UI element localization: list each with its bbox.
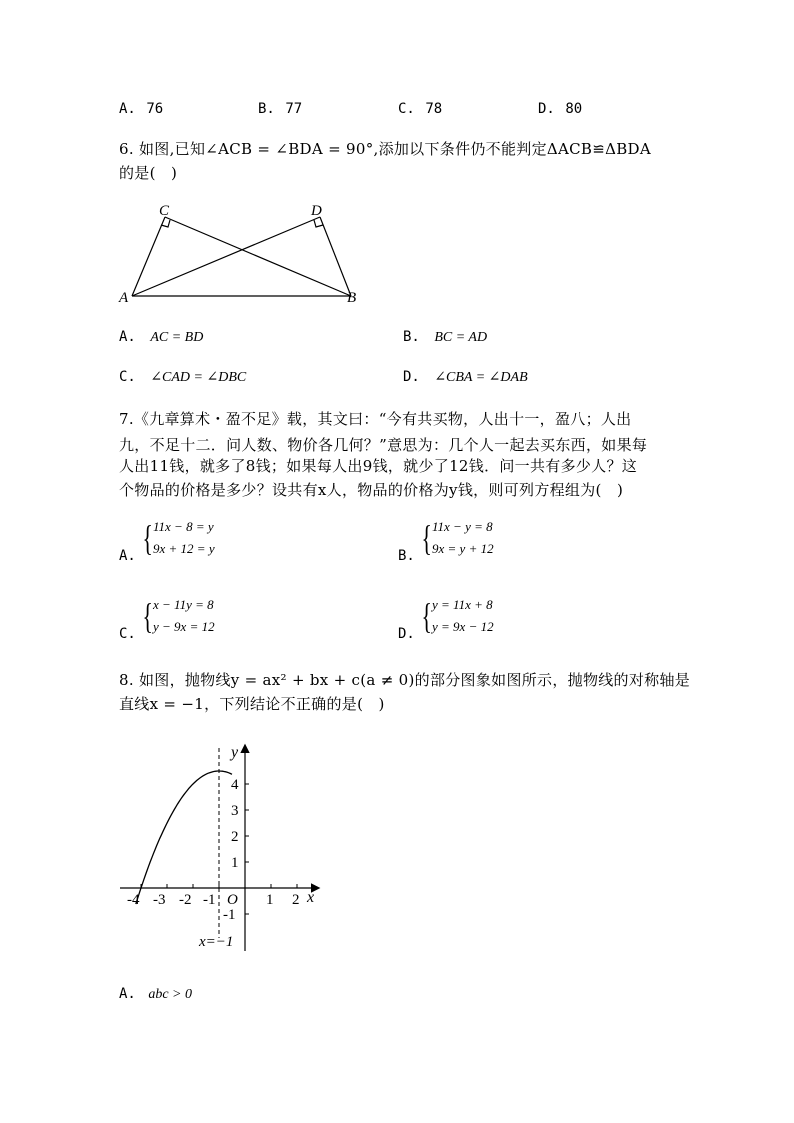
symmetry-axis-label: x=−1: [199, 934, 234, 950]
q6-option-d[interactable]: [403, 369, 528, 386]
x-tick-label: 2: [292, 892, 300, 908]
option-text: ∠CAD = ∠DBC: [150, 370, 247, 385]
segment-db: [320, 217, 351, 296]
x-tick-label: -4: [127, 892, 140, 908]
q5-option-a[interactable]: [119, 101, 163, 117]
system-equations: [432, 516, 494, 560]
option-text: ∠CBA = ∠DAB: [434, 370, 528, 385]
option-value: 77: [285, 101, 303, 117]
equation-2: 9x = y + 12: [432, 541, 494, 556]
x-tick-label: 1: [266, 892, 274, 908]
q5-option-b[interactable]: [258, 101, 302, 117]
system-brace: {: [421, 596, 432, 636]
option-label: B.: [398, 548, 415, 564]
y-tick-label: 2: [231, 829, 239, 845]
system-brace: {: [421, 518, 432, 558]
y-axis-label: y: [231, 744, 239, 761]
equation-1: 11x − y = 8: [432, 519, 493, 534]
equation-1: y = 11x + 8: [432, 597, 493, 612]
system-equations: [153, 594, 215, 638]
q7-stem-line-4: 个物品的价格是多少？设共有x人，物品的价格为y钱，则可列方程组为( ): [119, 481, 624, 499]
option-label: B.: [258, 101, 275, 117]
point-label-d: D: [311, 203, 322, 219]
point-label-c: C: [159, 203, 170, 219]
point-label-b: B: [347, 290, 357, 306]
q5-option-c[interactable]: [398, 101, 442, 117]
x-tick-label: -2: [179, 892, 192, 908]
segment-cb: [165, 217, 351, 296]
option-value: 78: [425, 101, 443, 117]
parabola-curve: [136, 771, 232, 904]
option-label: C.: [119, 626, 136, 642]
y-tick-label: 3: [231, 803, 239, 819]
option-text: AC = BD: [150, 330, 204, 345]
x-axis-label: x: [307, 889, 315, 906]
q6-stem-line-1: 6. 如图,已知∠ACB = ∠BDA = 90°,添加以下条件仍不能判定ΔACB≌ΔBDA: [119, 140, 652, 158]
option-label: A.: [119, 329, 136, 345]
q5-option-d[interactable]: [538, 101, 582, 117]
option-label: D.: [403, 369, 420, 385]
q8-parabola-graph: [115, 738, 330, 958]
equation-1: 11x − 8 = y: [153, 519, 214, 534]
equation-2: y = 9x − 12: [432, 619, 494, 634]
x-tick-label: -3: [153, 892, 166, 908]
q7-stem-line-2: 九，不足十二．问人数、物价各几何？”意思为：几个人一起去买东西，如果每: [119, 436, 648, 454]
q7-option-c[interactable]: [119, 594, 319, 644]
option-value: 80: [565, 101, 583, 117]
system-equations: [432, 594, 494, 638]
system-brace: {: [142, 596, 153, 636]
q6-option-b[interactable]: [403, 329, 487, 346]
option-label: C.: [398, 101, 415, 117]
equation-2: y − 9x = 12: [153, 619, 215, 634]
option-label: A.: [119, 548, 136, 564]
option-value: 76: [146, 101, 164, 117]
origin-label: O: [227, 892, 238, 908]
q7-option-a[interactable]: [119, 516, 319, 566]
system-brace: {: [142, 518, 153, 558]
option-label: A.: [119, 986, 136, 1002]
system-equations: [153, 516, 215, 560]
option-label: B.: [403, 329, 420, 345]
option-label: C.: [119, 369, 136, 385]
q8-stem-line-1: 8. 如图，抛物线y = ax² + bx + c(a ≠ 0)的部分图象如图所示，抛物线的对称轴是: [119, 671, 691, 689]
option-label: D.: [538, 101, 555, 117]
x-tick-label: -1: [203, 892, 216, 908]
y-tick-label: 1: [231, 855, 239, 871]
q7-stem-line-1: 7.《九章算术・盈不足》载，其文曰：“今有共买物，人出十一，盈八；人出: [119, 410, 632, 428]
y-tick-label: -1: [223, 907, 236, 923]
y-tick-label: 4: [231, 777, 239, 793]
equation-1: x − 11y = 8: [153, 597, 214, 612]
q6-option-c[interactable]: [119, 369, 246, 386]
option-label: D.: [398, 626, 415, 642]
q7-stem-line-3: 人出11钱，就多了8钱；如果每人出9钱，就少了12钱．问一共有多少人？这: [119, 457, 638, 475]
equation-2: 9x + 12 = y: [153, 541, 215, 556]
option-text: abc > 0: [148, 987, 192, 1002]
q8-option-a[interactable]: [119, 986, 192, 1003]
q6-stem-line-2: 的是( ): [119, 164, 178, 182]
q7-option-b[interactable]: [398, 516, 598, 566]
option-text: BC = AD: [434, 330, 488, 345]
option-label: A.: [119, 101, 136, 117]
q6-triangle-figure: [115, 198, 365, 308]
point-label-a: A: [119, 290, 129, 306]
q6-option-a[interactable]: [119, 329, 203, 346]
q8-stem-line-2: 直线x = −1，下列结论不正确的是( ): [119, 695, 385, 713]
q7-option-d[interactable]: [398, 594, 598, 644]
